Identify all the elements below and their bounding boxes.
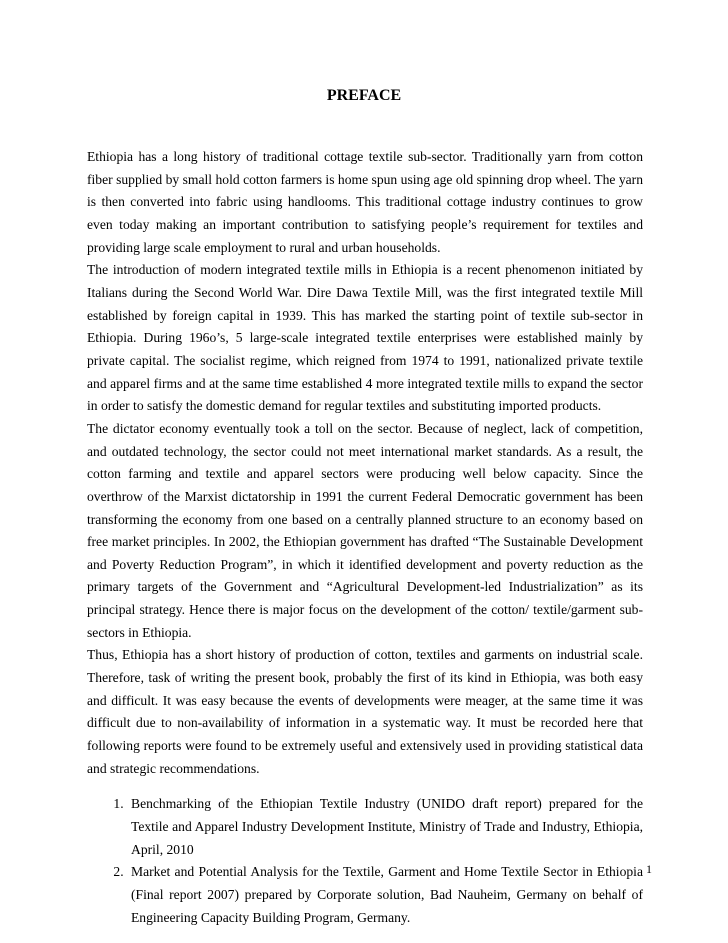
reference-list — [87, 793, 643, 929]
paragraph-cottage-industry: Ethiopia has a long history of traditional cottage textile sub-sector. Traditionally yarn from cotton fiber supplied by small hold cotton farmers is home spun using age old spinning drop wheel. The yarn is then converted into fabric using handlooms. This traditional cottage industry continues to grow even today making an important contribution to satisfying people’s requirement for textiles and providing large scale employment to rural and urban households. — [87, 149, 643, 255]
body-text — [87, 146, 643, 929]
paragraph-modern-mills: The introduction of modern integrated textile mills in Ethiopia is a recent phenomenon initiated by Italians during the Second World War. Dire Dawa Textile Mill, was the first integrated textile Mill established by foreign capital in 1939. This has marked the starting point of textile sub-sector in Ethiopia. During 196o’s, 5 large-scale integrated textile enterprises were established mainly by private capital. The socialist regime, which reigned from 1974 to 1991, nationalized private textile and apparel firms and at the same time established 4 more integrated textile mills to expand the sector in order to satisfy the domestic demand for regular textiles and substituting imported products. — [87, 262, 643, 414]
page-number: 1 — [646, 862, 652, 876]
page-title: PREFACE — [326, 87, 402, 104]
reference-item: 1. Benchmarking of the Ethiopian Textile Industry (UNIDO draft report) prepared for the Textile and Apparel Industry Development Institute, Ministry of Trade and Industry, Ethiopia, April, 2010 — [127, 793, 643, 861]
paragraph-dictator-economy: The dictator economy eventually took a toll on the sector. Because of neglect, lack of competition, and outdated technology, the sector could not meet international market standards. As a result, the cotton farming and textile and apparel sectors were producing well below capacity. Since the overthrow of the Marxist dictatorship in 1991 the current Federal Democratic government has been transforming the economy from one based on a centrally planned structure to an economy based on free market principles. In 2002, the Ethiopian government has drafted “The Sustainable Development and Poverty Reduction Program”, in which it identified development and poverty reduction as the primary targets of the Government and “Agricultural Development-led Industrialization” as its principal strategy. Hence there is major focus on the development of the cotton/ textile/garment sub-sectors in Ethiopia. — [87, 420, 643, 640]
paragraph-short-history: Thus, Ethiopia has a short history of production of cotton, textiles and garments on industrial scale. Therefore, task of writing the present book, probably the first of its kind in Ethiopia, was both easy and difficult. It was easy because the events of developments were meager, at the same time it was difficult due to non-availability of information in a systematic way. It must be recorded here that following reports were found to be extremely useful and extensively used in providing statistical data and strategic recommendations. — [87, 647, 643, 776]
reference-item: 2. Market and Potential Analysis for the Textile, Garment and Home Textile Sector in Ethiopia (Final report 2007) prepared by Corporate solution, Bad Nauheim, Germany on behalf of Engineering Capacity Building Program, Germany. — [127, 861, 643, 929]
